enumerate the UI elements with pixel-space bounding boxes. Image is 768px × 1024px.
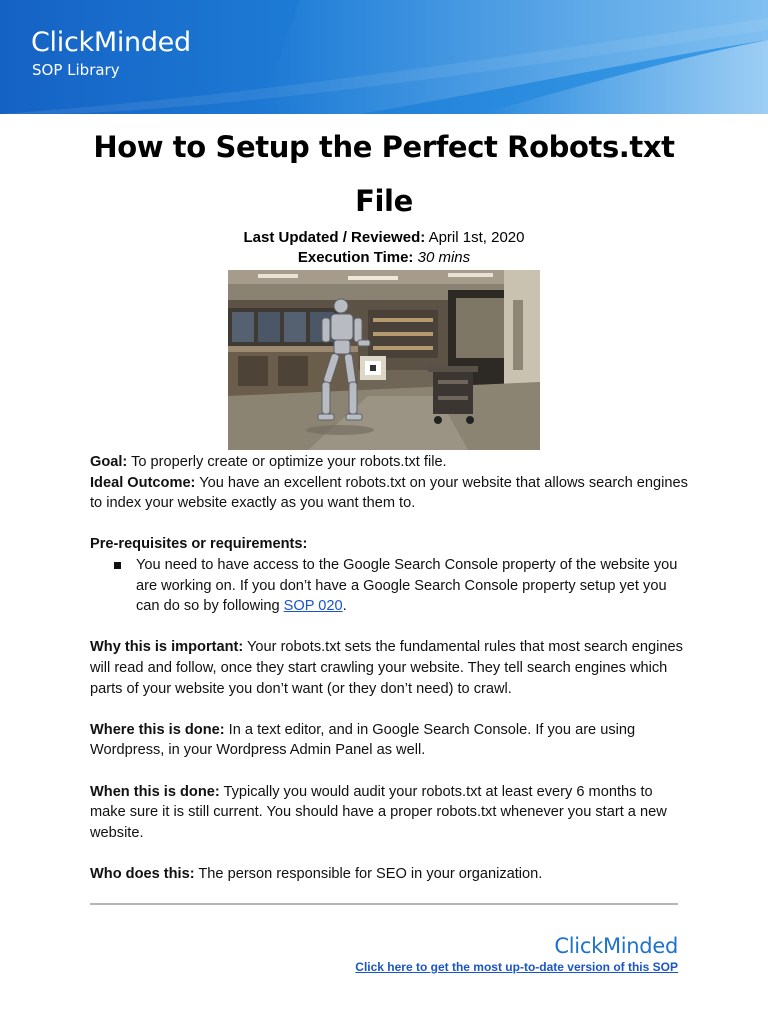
brand-logo: ClickMinded <box>31 27 191 58</box>
sop-body <box>90 452 688 884</box>
prereq-label: Pre-requisites or requirements: <box>90 536 308 553</box>
prereq-item-end: . <box>342 598 347 615</box>
page-title-line1: How to Setup the Perfect Robots.txt <box>93 130 675 164</box>
goal-label: Goal: <box>90 454 128 470</box>
ideal-outcome-paragraph <box>90 473 688 514</box>
ideal-outcome-text: You have an excellent robots.txt on your website that allows search engines to index your website exactly as you want them to. <box>90 474 688 512</box>
prereq-list-item <box>90 555 688 617</box>
ideal-outcome-label: Ideal Outcome: <box>90 474 196 491</box>
bullet-square-icon <box>114 562 121 569</box>
footer-divider <box>90 903 678 905</box>
latest-version-link[interactable]: Click here to get the most up-to-date version of this SOP <box>355 960 678 974</box>
last-updated-value: April 1st, 2020 <box>428 229 525 246</box>
header-banner <box>0 0 768 114</box>
goal-text: To properly create or optimize your robots.txt file. <box>131 454 447 470</box>
page-title-line2: File <box>355 184 413 218</box>
last-updated-label: Last Updated / Reviewed: <box>243 229 426 246</box>
sop-020-link[interactable]: SOP 020 <box>283 598 343 615</box>
why-paragraph <box>90 637 688 699</box>
robot-photo <box>228 270 540 450</box>
who-label: Who does this: <box>90 865 195 882</box>
execution-time <box>84 248 684 268</box>
where-text: In a text editor, and in Google Search Console. If you are using Wordpress, in your Wordpress Admin Panel as well. <box>90 721 636 759</box>
why-text: Your robots.txt sets the fundamental rules that most search engines will read and follow, once they start crawling your website. They tell search engines which parts of your website you don’t want (or they don’t need) to crawl. <box>90 639 683 697</box>
when-paragraph <box>90 782 688 844</box>
prereq-item-text: You need to have access to the Google Search Console property of the website you are working on. If you don’t have a Google Search Console property setup yet you can do so by following <box>136 556 678 615</box>
page-title <box>80 120 688 228</box>
when-text: Typically you would audit your robots.txt at least every 6 months to make sure it is still current. You should have a proper robots.txt whenever you start a new website. <box>90 783 667 841</box>
prereq-heading <box>90 534 688 555</box>
who-paragraph <box>90 864 688 885</box>
robot-photo-graphic <box>228 270 540 450</box>
where-paragraph <box>90 720 688 761</box>
brand-subtitle: SOP Library <box>32 61 120 79</box>
where-label: Where this is done: <box>90 721 225 738</box>
execution-time-value: 30 mins <box>417 249 471 266</box>
footer-brand-logo: ClickMinded <box>554 934 678 958</box>
execution-time-label: Execution Time: <box>297 249 414 266</box>
why-label: Why this is important: <box>90 639 244 656</box>
last-updated <box>84 228 684 248</box>
goal-paragraph <box>90 452 688 473</box>
when-label: When this is done: <box>90 783 220 800</box>
who-text: The person responsible for SEO in your organization. <box>198 865 543 882</box>
